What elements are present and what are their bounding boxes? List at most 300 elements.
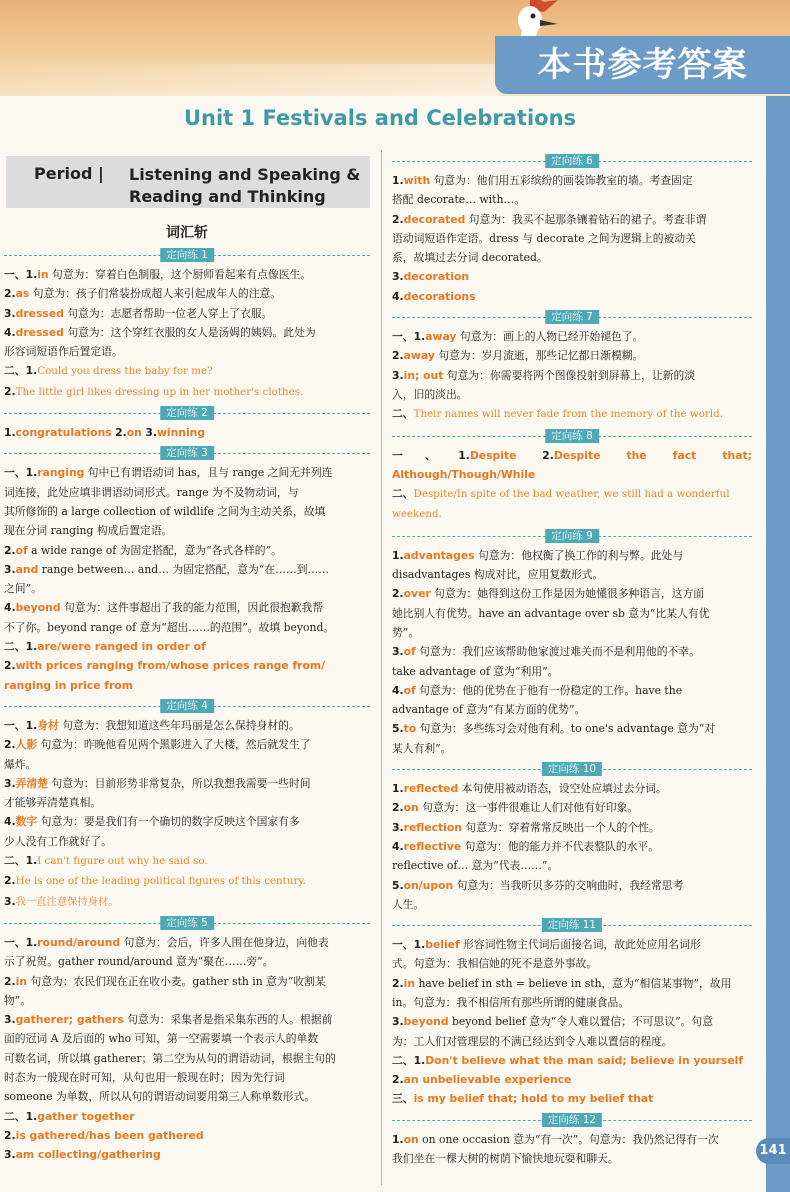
answer-line <box>4 598 370 617</box>
item-number: 3. <box>392 820 404 834</box>
example-sentence: Despite/In spite of the bad weather, we still had a wonderful <box>413 488 730 501</box>
answer-line <box>392 248 752 267</box>
answer-line <box>392 662 752 681</box>
answer-text: Don't believe what the man said; believe in yourself <box>425 1053 744 1067</box>
answer-line <box>392 739 752 758</box>
answer-line <box>4 502 370 521</box>
explanation-text: in。句意为：我不相信所有那些所谓的健康食品。 <box>392 995 630 1009</box>
answer-line <box>4 304 370 323</box>
item-number: 3. <box>145 426 157 440</box>
answer-line <box>392 504 752 524</box>
answer-line <box>392 1012 752 1031</box>
explanation-text: 句意为：我们应该帮助他家渡过难关而不是利用他的不幸。 <box>415 645 700 659</box>
answer-line <box>4 1145 370 1164</box>
example-sentence: Could you dress the baby for me? <box>37 365 213 378</box>
answer-line <box>4 871 370 891</box>
explanation-text: 语动词短语作定语。dress 与 decorate 之间为逻辑上的被动关 <box>392 231 696 245</box>
answer-line <box>392 565 752 584</box>
example-sentence: Their names will never fade from the memory of the world. <box>413 408 724 421</box>
answer-line <box>392 1089 752 1108</box>
answer-text: decoration <box>403 270 470 284</box>
answer-line <box>4 361 370 381</box>
answer-text: of <box>15 543 28 557</box>
answer-text: over <box>403 587 431 601</box>
answer-text: ranging in price from <box>4 678 133 692</box>
explanation-text: 句意为：他的能力并不代表整队的水平。 <box>461 839 660 853</box>
answer-text: Despite the fact that; Although/Though/While <box>392 448 752 481</box>
section-header <box>392 1113 752 1127</box>
explanation-text: 句意为：他们用五彩缤纷的画装饰教室的墙。考查固定 <box>430 174 693 187</box>
item-number: 3. <box>392 368 404 382</box>
answer-line <box>4 716 370 735</box>
item-number: 二、 <box>392 487 414 501</box>
answer-text: belief <box>425 938 460 952</box>
answer-text: as <box>15 287 30 301</box>
answer-text: is my belief that; hold to my belief that <box>413 1092 654 1106</box>
item-number: 4. <box>392 839 404 853</box>
answer-text: and <box>15 562 39 576</box>
section-header <box>4 699 370 713</box>
item-number: 2. <box>4 974 16 988</box>
explanation-text: disadvantages 构成对比，应用复数形式。 <box>392 568 604 582</box>
explanation-text: 句意为：我买不起那条镶着钻石的裙子。考查非谓 <box>465 212 707 226</box>
section-label: 定向练 7 <box>545 310 599 324</box>
item-number: 2. <box>4 287 16 301</box>
explanation-text: 句意为：志愿者帮助一位老人穿上了衣服。 <box>63 306 273 320</box>
explanation-text: 现在分词 ranging 构成后置定语。 <box>4 524 173 538</box>
item-number: 4. <box>392 289 404 303</box>
unit-title: Unit 1 Festivals and Celebrations <box>183 106 577 130</box>
period-header <box>6 156 370 208</box>
explanation-text: 句意为：多些练习会对他有利。to one's advantage 意为“对 <box>416 722 716 736</box>
answer-line <box>392 604 752 623</box>
answer-line <box>392 229 752 248</box>
explanation-text: 入，旧的淡出。 <box>392 387 468 401</box>
explanation-text: advantage of 意为“有某方面的优势”。 <box>392 703 586 717</box>
item-number: 3. <box>392 1015 404 1029</box>
answer-line <box>392 700 752 719</box>
explanation-text: take advantage of 意为“利用”。 <box>392 664 559 678</box>
answer-line <box>392 1032 752 1051</box>
answer-text: 数字 <box>15 815 38 829</box>
item-number: 3. <box>4 562 16 576</box>
item-number: 一、1. <box>392 330 426 344</box>
item-number: 3. <box>392 270 404 284</box>
explanation-text: 句意为：当我听贝多芬的交响曲时，我经常思考 <box>453 878 684 892</box>
item-number: 2. <box>115 426 127 440</box>
answer-text: Despite <box>469 448 517 462</box>
explanation-text: 句意为：岁月流逝，那些记忆都日渐模糊。 <box>434 349 644 363</box>
answer-line <box>4 735 370 754</box>
explanation-text: 爆炸。 <box>4 757 37 771</box>
item-number: 二、1. <box>4 1109 38 1123</box>
answer-text: beyond <box>403 1015 449 1029</box>
item-number: 2. <box>4 384 16 398</box>
item-number: 1. <box>4 426 16 440</box>
item-number: 2. <box>392 212 404 226</box>
item-number: 一、1. <box>4 268 38 281</box>
explanation-text: 面的冠词 A 及后面的 who 可知，第一空需要填一个表示人的单数 <box>4 1032 319 1046</box>
explanation-text: a wide range of 为固定搭配，意为“各式各样的”。 <box>27 543 282 557</box>
item-number: 二、1. <box>4 640 38 654</box>
answer-text: to <box>403 722 417 736</box>
answer-line <box>4 851 370 871</box>
item-number: 2. <box>4 659 16 673</box>
explanation-text: beyond belief 意为“令人难以置信；不可思议”。句意 <box>448 1015 714 1029</box>
section-label: 定向练 4 <box>160 699 214 713</box>
section-label: 定向练 1 <box>160 248 214 262</box>
item-number: 5. <box>392 722 404 736</box>
answer-text: congratulations <box>15 426 112 440</box>
explanation-text: 句意为：我想知道这些年玛丽是怎么保持身材的。 <box>58 718 300 732</box>
example-sentence: I can't figure out why he said so. <box>37 855 208 868</box>
answer-line <box>4 423 370 442</box>
answer-line <box>392 446 752 485</box>
section-header <box>392 310 752 324</box>
answer-line <box>4 618 370 637</box>
answer-line <box>392 1130 752 1149</box>
explanation-text: 之间”。 <box>4 582 42 596</box>
answer-text: reflected <box>403 782 459 796</box>
item-number: 3. <box>4 1148 16 1162</box>
answer-line <box>4 579 370 598</box>
example-sentence: The little girl likes dressing up in her mother's clothes. <box>15 385 304 398</box>
explanation-text: 句意为：目前形势非常复杂，所以我想我需要一些时间 <box>48 776 311 790</box>
explanation-text: 为：工人们对管理层的不满已经达到令人难以置信的程度。 <box>392 1034 673 1048</box>
explanation-text: 其所修饰的 a large collection of wildlife 之间为主动关系，故填 <box>4 504 326 518</box>
answer-text: in <box>37 268 49 281</box>
answer-line <box>4 463 370 482</box>
section-label: 定向练 11 <box>542 918 602 932</box>
explanation-text: 句意为：画上的人物已经开始褪色了。 <box>456 330 644 344</box>
section-label: 定向练 9 <box>545 529 599 543</box>
answer-text: on <box>403 801 419 815</box>
explanation-text: range between… and… 为固定搭配，意为“在……到…… <box>38 562 330 576</box>
answer-line <box>392 584 752 603</box>
answer-text: decorations <box>403 289 476 303</box>
section-label: 定向练 8 <box>545 429 599 443</box>
item-number: 4. <box>4 815 16 829</box>
answer-line <box>392 798 752 817</box>
answer-line <box>4 991 370 1010</box>
explanation-text: 示了祝贺。gather round/around 意为“聚在……旁”。 <box>4 955 274 969</box>
answer-line <box>392 779 752 798</box>
answer-line <box>4 933 370 952</box>
answer-line <box>4 676 370 695</box>
explanation-text: 句意为：农民们现在正在收小麦。gather sth in 意为“收割某 <box>27 974 326 988</box>
item-number: 1. <box>392 782 404 796</box>
answer-line <box>4 892 370 912</box>
explanation-text: 句意为：她得到这份工作是因为她懂很多种语言，这方面 <box>430 587 705 601</box>
item-number: 二、1. <box>4 364 38 378</box>
answer-line <box>4 1126 370 1145</box>
item-number: 3. <box>4 1013 16 1027</box>
explanation-text: 式。句意为：我相信她的死不是意外事故。 <box>392 957 598 971</box>
explanation-text: 句意为：穿着常常反映出一个人的个性。 <box>461 820 660 834</box>
answer-line <box>4 560 370 579</box>
explanation-text: 本句使用被动语态，设空处应填过去分词。 <box>458 782 667 796</box>
answer-line <box>392 719 752 738</box>
side-bar <box>766 96 790 1192</box>
item-number: 一、1. <box>392 938 426 952</box>
answer-text: reflection <box>403 820 462 834</box>
item-number: 2. <box>392 349 404 363</box>
answer-line <box>4 1068 370 1087</box>
item-number: 1. <box>392 548 404 562</box>
explanation-text <box>516 449 542 462</box>
item-number: 2. <box>4 874 16 888</box>
answer-text: of <box>403 683 416 697</box>
explanation-text: 形容词短语作后置定语。 <box>4 345 123 359</box>
explanation-text: 才能够弄清楚真相。 <box>4 796 102 810</box>
answer-line <box>4 793 370 812</box>
period-label: Period | <box>34 164 104 183</box>
answer-text: dressed <box>15 306 64 320</box>
explanation-text: reflective of… 意为“代表……”。 <box>392 859 559 873</box>
answer-text: an unbelievable experience <box>403 1073 572 1087</box>
explanation-text: 句意为：孩子们常装扮成超人来引起成年人的注意。 <box>29 287 282 301</box>
item-number: 3. <box>392 645 404 659</box>
answer-line <box>392 818 752 837</box>
item-number: 二、1. <box>392 1053 426 1067</box>
explanation-text: 少人没有工作就好了。 <box>4 834 112 848</box>
section-header <box>4 916 370 930</box>
answer-line <box>392 287 752 306</box>
answer-text: in <box>15 974 28 988</box>
explanation-text: 我们坐在一棵大树的树荫下愉快地玩耍和聊天。 <box>392 1152 619 1166</box>
answer-line <box>4 812 370 831</box>
explanation-text: 可数名词，所以填 gatherer；第二空为从句的谓语动词，根据主句的 <box>4 1051 336 1065</box>
explanation-text: 句意为：你需要将两个图像投射到屏幕上，让新的淡 <box>443 368 696 382</box>
left-column <box>4 150 370 1164</box>
item-number: 4. <box>392 683 404 697</box>
header-banner <box>0 0 790 96</box>
answer-line <box>392 681 752 700</box>
explanation-text: someone 为单数，所以从句的谓语动词要用第三人称单数形式。 <box>4 1090 316 1104</box>
explanation-text: 句意为：会后，许多人围在他身边，向他表 <box>120 935 329 949</box>
answer-text: is gathered/has been gathered <box>15 1128 204 1142</box>
section-header <box>392 429 752 443</box>
item-number: 一、1. <box>392 448 470 462</box>
answer-text: gather together <box>37 1109 135 1123</box>
explanation-text: 句意为：他权衡了换工作的利与弊。此处与 <box>474 548 684 562</box>
answer-line <box>392 1051 752 1070</box>
section-label: 定向练 5 <box>160 916 214 930</box>
answer-text: winning <box>156 426 206 440</box>
period-title-line1: Listening and Speaking & <box>129 165 361 184</box>
banner-stripe <box>0 64 500 96</box>
period-title <box>129 164 360 208</box>
page-number: 141 <box>756 1138 790 1164</box>
answer-line <box>392 267 752 286</box>
answer-line <box>4 972 370 991</box>
answer-line <box>392 171 752 190</box>
answer-line <box>392 856 752 875</box>
answer-line <box>4 483 370 502</box>
right-column-body <box>392 154 752 1168</box>
answer-line <box>4 541 370 560</box>
explanation-text: 时态为一般现在时可知，从句也用一般现在时；因为先行词 <box>4 1070 285 1084</box>
section-header <box>392 762 752 776</box>
section-label: 定向练 10 <box>542 762 602 776</box>
item-number: 二、 <box>392 407 414 421</box>
answer-line <box>4 284 370 303</box>
answer-line <box>4 637 370 656</box>
example-sentence: He is one of the leading political figures of this century. <box>15 875 307 888</box>
explanation-text: 句意为：他的优势在于他有一份稳定的工作。have the <box>415 683 683 697</box>
answer-text: advantages <box>403 548 475 562</box>
answer-line <box>4 656 370 675</box>
answer-line <box>4 1107 370 1126</box>
answer-line <box>4 1087 370 1106</box>
answer-text: on/upon <box>403 878 454 892</box>
left-column-body <box>4 248 370 1164</box>
answer-line <box>392 546 752 565</box>
answer-text: in; out <box>403 368 444 382</box>
answer-line <box>4 342 370 361</box>
explanation-text: 势”。 <box>392 625 420 639</box>
answer-line <box>392 1070 752 1089</box>
item-number: 2. <box>392 976 404 990</box>
item-number: 2. <box>392 587 404 601</box>
answer-line <box>392 1149 752 1168</box>
period-title-line2: Reading and Thinking <box>129 187 326 206</box>
item-number: 2. <box>542 448 554 462</box>
explanation-text: have belief in sth = believe in sth，意为“相信某事物”，故用 <box>415 976 732 990</box>
answer-line <box>392 954 752 973</box>
answer-line <box>392 190 752 209</box>
explanation-text: 词连接，此处应填非谓语动词形式。range 为不及物动词，与 <box>4 485 299 499</box>
explanation-text: 人生。 <box>392 897 425 911</box>
answer-line <box>392 346 752 365</box>
column-divider <box>381 150 382 1185</box>
answer-line <box>392 876 752 895</box>
answer-line <box>392 404 752 424</box>
answer-text: on <box>403 1132 419 1146</box>
vocab-heading: 词汇斩 <box>166 225 208 241</box>
item-number: 三、 <box>392 1092 414 1106</box>
item-number: 4. <box>4 325 16 339</box>
item-number: 2. <box>392 801 404 815</box>
explanation-text: 她比别人有优势。have an advantage over sb 意为“比某人有优 <box>392 606 710 620</box>
answer-text: gatherer; gathers <box>15 1013 124 1027</box>
explanation-text: 系，故填过去分词 decorated。 <box>392 251 548 265</box>
explanation-text: 句意为：穿着白色制服，这个厨师看起来有点像医生。 <box>48 268 312 281</box>
explanation-text: 句意为：要是我们有一个确切的数字反映这个国家有多 <box>37 815 300 829</box>
item-number: 2. <box>4 543 16 557</box>
item-number: 1. <box>392 1132 404 1146</box>
answer-line <box>4 521 370 540</box>
section-header <box>392 529 752 543</box>
answer-text: ranging <box>37 466 85 480</box>
answer-line <box>392 935 752 954</box>
explanation-text: 句意为：采集者是指采集东西的人。根据前 <box>123 1013 333 1027</box>
explanation-text: on one occasion 意为“有一次”。句意为：我仍然记得有一次 <box>418 1132 719 1146</box>
example-sentence: weekend. <box>392 508 442 521</box>
item-number: 3. <box>4 894 16 908</box>
item-number: 5. <box>392 878 404 892</box>
item-number: 一、1. <box>4 466 38 480</box>
answer-line <box>392 210 752 229</box>
explanation-text: 形容词性物主代词后面接名词，故此处应用名词形 <box>459 938 701 952</box>
item-number: 二、1. <box>4 854 38 868</box>
explanation-text: 句意为：这个穿红衣服的女人是汤姆的姨妈。此处为 <box>63 325 316 339</box>
explanation-text: 物”。 <box>4 993 32 1007</box>
answer-text: on <box>126 426 142 440</box>
item-number: 一、1. <box>4 935 38 949</box>
answer-text: away <box>425 330 457 344</box>
answer-text: beyond <box>15 601 61 615</box>
answer-text: 人影 <box>15 738 38 752</box>
answer-text: of <box>403 645 416 659</box>
answer-line <box>392 366 752 385</box>
section-label: 定向练 2 <box>160 406 214 420</box>
answer-text: with <box>403 174 431 187</box>
answer-line <box>392 895 752 914</box>
section-header <box>4 406 370 420</box>
item-number: 3. <box>4 306 16 320</box>
explanation-text: 某人有利”。 <box>392 741 452 755</box>
answer-line <box>4 1049 370 1068</box>
answer-line <box>4 755 370 774</box>
right-column <box>392 150 752 1168</box>
answer-line <box>392 623 752 642</box>
answer-line <box>392 642 752 661</box>
answer-text: reflective <box>403 839 462 853</box>
answer-line <box>4 952 370 971</box>
answer-line <box>4 265 370 284</box>
item-number: 2. <box>392 1073 404 1087</box>
answer-line <box>392 385 752 404</box>
answer-text: 身材 <box>37 718 59 732</box>
section-label: 定向练 3 <box>160 446 214 460</box>
item-number: 2. <box>4 1128 16 1142</box>
section-header <box>4 248 370 262</box>
answer-line <box>4 323 370 342</box>
item-number: 1. <box>392 174 404 187</box>
section-header <box>392 918 752 932</box>
answer-line <box>392 993 752 1012</box>
answer-text: 弄清楚 <box>15 776 49 790</box>
answer-line <box>4 774 370 793</box>
answer-text: with prices ranging from/whose prices range from/ <box>15 659 326 673</box>
answer-line <box>4 832 370 851</box>
answer-line <box>392 974 752 993</box>
explanation-text: 句意为：昨晚他看见两个黑影进入了大楼，然后就发生了 <box>37 738 311 752</box>
section-header <box>4 446 370 460</box>
answer-text: dressed <box>15 325 64 339</box>
answer-text: am collecting/gathering <box>15 1148 161 1162</box>
explanation-text: 句意为：这一事件很难让人们对他有好印象。 <box>418 801 639 815</box>
explanation-text: 不了你。beyond range of 意为“超出……的范围”。故填 beyond。 <box>4 620 335 634</box>
section-label: 定向练 12 <box>542 1113 602 1127</box>
section-label: 定向练 6 <box>545 154 599 168</box>
answer-key-title: 本书参考答案 <box>495 36 790 94</box>
answer-line <box>392 484 752 504</box>
answer-line <box>4 1010 370 1029</box>
answer-line <box>392 327 752 346</box>
answer-text: in <box>403 976 416 990</box>
explanation-text: 句中已有谓语动词 has，且与 range 之间无并列连 <box>84 466 333 480</box>
example-sentence: 我一直注意保持身材。 <box>15 895 119 908</box>
answer-text: decorated <box>403 212 466 226</box>
answer-line <box>4 382 370 402</box>
item-number: 3. <box>4 776 16 790</box>
answer-line <box>4 1029 370 1048</box>
answer-text: round/around <box>37 935 121 949</box>
section-header <box>392 154 752 168</box>
item-number: 4. <box>4 601 16 615</box>
